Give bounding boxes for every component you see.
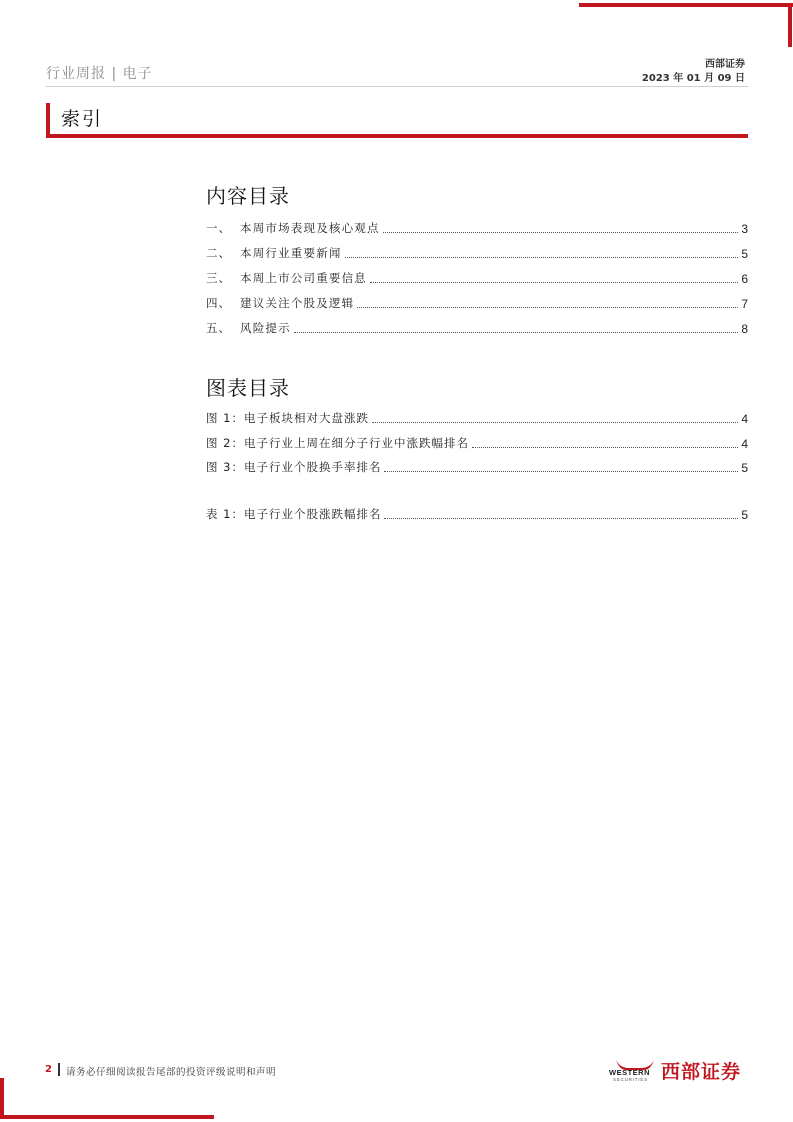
toc-entry[interactable]	[206, 220, 748, 236]
table-entry-page: 5	[741, 508, 748, 522]
toc-entry-number: 一、	[206, 221, 231, 235]
toc-entry-label: 本周市场表现及核心观点	[240, 221, 380, 235]
section-title: 索引	[61, 108, 104, 130]
figure-entry-page: 4	[741, 412, 748, 426]
toc-entry-number: 三、	[206, 271, 231, 285]
toc-entry[interactable]	[206, 295, 748, 311]
dot-leader	[294, 332, 739, 333]
dot-leader	[345, 257, 739, 258]
logo-english-name: WESTERN	[609, 1068, 650, 1077]
dot-leader	[372, 422, 738, 423]
toc-entry-label: 风险提示	[240, 321, 291, 335]
section-title-marker	[46, 103, 50, 137]
corner-accent-bottom-horizontal	[0, 1115, 214, 1119]
toc-entry-label: 建议关注个股及逻辑	[240, 296, 355, 310]
figure-entry[interactable]	[206, 410, 748, 426]
footer-page-number: 2	[45, 1064, 52, 1075]
toc-entry-page: 5	[741, 247, 748, 261]
figures-heading: 图表目录	[206, 376, 290, 400]
table-entry[interactable]	[206, 506, 748, 522]
figure-entry-label: 图 1：电子板块相对大盘涨跌	[206, 411, 369, 425]
dot-leader	[357, 307, 738, 308]
logo-chinese-name: 西部证券	[661, 1061, 742, 1083]
header-report-date: 2023 年 01 月 09 日	[641, 73, 745, 84]
figure-entry-page: 5	[741, 461, 748, 475]
toc-entry-number: 二、	[206, 246, 231, 260]
footer-disclaimer: 请务必仔细阅读报告尾部的投资评级说明和声明	[66, 1067, 277, 1078]
dot-leader	[384, 518, 738, 519]
toc-entry-page: 6	[741, 272, 748, 286]
toc-entry-label: 本周行业重要新闻	[240, 246, 342, 260]
toc-entry-page: 7	[741, 297, 748, 311]
toc-entry-page: 3	[741, 222, 748, 236]
dot-leader	[370, 282, 738, 283]
dot-leader	[384, 471, 738, 472]
corner-accent-top-vertical	[788, 3, 792, 47]
section-title-rule	[46, 134, 748, 138]
figure-entry[interactable]	[206, 435, 748, 451]
figure-entry-label: 图 2：电子行业上周在细分子行业中涨跌幅排名	[206, 436, 469, 450]
toc-entry[interactable]	[206, 320, 748, 336]
table-entry-label: 表 1：电子行业个股涨跌幅排名	[206, 507, 382, 521]
header-divider	[46, 86, 748, 87]
toc-entry-number: 四、	[206, 296, 231, 310]
footer-separator	[58, 1063, 60, 1076]
toc-entry-page: 8	[741, 322, 748, 336]
toc-entry[interactable]	[206, 245, 748, 261]
toc-entry[interactable]	[206, 270, 748, 286]
dot-leader	[383, 232, 739, 233]
toc-heading: 内容目录	[206, 184, 290, 208]
toc-entry-number: 五、	[206, 321, 231, 335]
figure-entry[interactable]	[206, 459, 748, 475]
figure-entry-label: 图 3：电子行业个股换手率排名	[206, 460, 382, 474]
logo-english-subtitle: SECURITIES	[613, 1077, 649, 1082]
toc-entry-label: 本周上市公司重要信息	[240, 271, 367, 285]
corner-accent-bottom-vertical	[0, 1078, 4, 1119]
dot-leader	[472, 447, 738, 448]
header-company-name: 西部证券	[705, 59, 745, 70]
figure-entry-page: 4	[741, 437, 748, 451]
header-report-category: 行业周报 | 电子	[46, 66, 153, 82]
corner-accent-top-horizontal	[579, 3, 793, 7]
